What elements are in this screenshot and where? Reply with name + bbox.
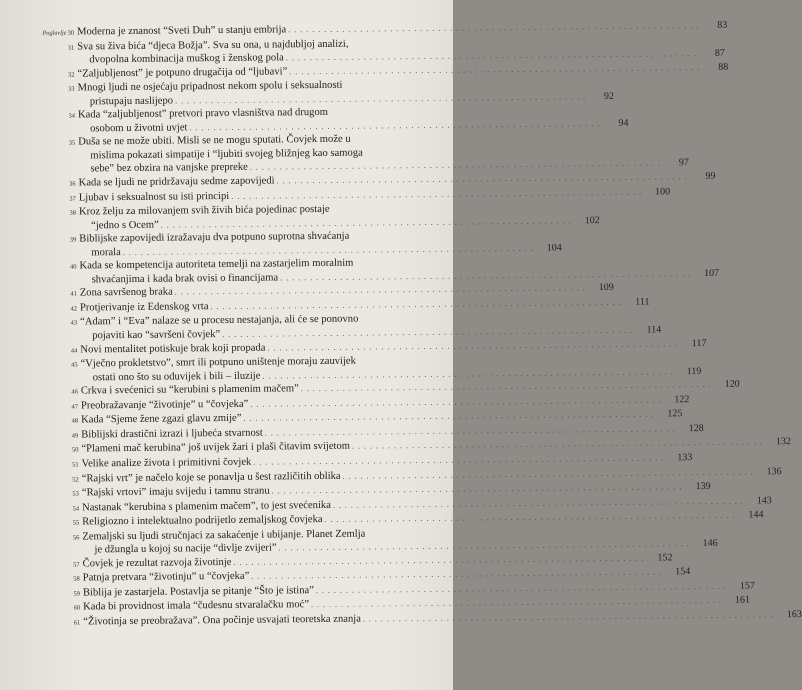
chapter-number: [31, 83, 78, 97]
chapter-number-value: 35: [68, 139, 76, 147]
leader-dots: . . . . . . . . . . . . . . . . . . . . . . . . . . . . . . . . . . . . . . . . . . . . . . . . . . . . . . . . . . . . . . . . . . . . .: [342, 466, 754, 481]
chapter-number-value: 34: [68, 112, 75, 120]
leader-dots: . . . . . . . . . . . . . . . . . . . . . . . . . . . . . . . . . . . . . . . . . . . . . . . . . . . . . . . . . . . . . . . . . . . . .: [276, 172, 688, 186]
chapter-number: [33, 344, 80, 358]
chapter-number-value: 47: [71, 403, 79, 411]
page-number: 97: [678, 157, 689, 169]
chapter-number: [35, 488, 82, 502]
chapter-title: [79, 253, 719, 287]
chapter-title-line: Biblijske zapovijedi izražavaju dva potpuno suprotna shvaćanja: [79, 230, 350, 245]
leader-dots: . . . . . . . . . . . . . . . . . . . . . . . . . . . . . . . . . . . . . . . . . . . . . . . . . . . . . . . . . . . . . . . . . . . . .: [160, 215, 572, 230]
page-number: 157: [739, 580, 755, 592]
chapter-title-text: ostati ono što su oduvijek i bili – iluzije: [92, 370, 261, 384]
chapter-title-text: je džungla u kojoj su nacije “divlje zvijeri”: [94, 542, 277, 556]
leader-dots: . . . . . . . . . . . . . . . . . . . . . . . . . . . . . . . . . . . . . . . . . . . . . . . . . . . . . . . . . . . . . . . . . . . . .: [174, 283, 586, 297]
leader-dots: . . . . . . . . . . . . . . . . . . . . . . . . . . . . . . . . . . . . . . . . . . . . . . . . . . . . . . . . . . . . . . . . . . . . .: [324, 510, 736, 525]
chapter-number-value: 46: [71, 388, 78, 396]
chapter-title-text: Čovjek je rezultat razvoja životinje: [82, 556, 232, 570]
chapter-number-value: 61: [73, 619, 81, 627]
chapter-number-value: 38: [69, 209, 76, 217]
chapter-number: [34, 444, 81, 458]
chapter-title-text: pojaviti kao “savršeni čovjek”: [92, 329, 221, 342]
chapter-title-line: “Vječno prokletstvo”, smrt ili potpuno uništenje moraju zauvijek: [80, 355, 356, 370]
page-number: 136: [766, 465, 782, 477]
chapter-number: [30, 41, 77, 55]
leader-dots: . . . . . . . . . . . . . . . . . . . . . . . . . . . . . . . . . . . . . . . . . . . . . . . . . . . . . . . . . . . . . . . . . . . . .: [250, 395, 662, 409]
page-number: 88: [718, 61, 729, 73]
leader-dots: . . . . . . . . . . . . . . . . . . . . . . . . . . . . . . . . . . . . . . . . . . . . . . . . . . . . . . . . . . . . . . . . . . . . .: [175, 91, 587, 106]
chapter-number: [33, 302, 80, 316]
chapter-number: [30, 68, 77, 82]
chapter-number: [31, 110, 78, 124]
chapter-title-text: Moderna je znanost “Sveti Duh” u stanju embrija: [77, 24, 287, 38]
page-number: 122: [674, 393, 690, 406]
chapter-number: [36, 558, 83, 572]
leader-dots: . . . . . . . . . . . . . . . . . . . . . . . . . . . . . . . . . . . . . . . . . . . . . . . . . . . . . . . . . . . . . . . . . . . . .: [189, 118, 601, 133]
chapter-number-value: 42: [70, 305, 78, 313]
chapter-number-value: 53: [72, 490, 79, 498]
chapter-title-text: Kada bi providnost imala “čudesnu stvaralačku moć”: [83, 599, 310, 613]
leader-dots: . . . . . . . . . . . . . . . . . . . . . . . . . . . . . . . . . . . . . . . . . . . . . . . . . . . . . . . . . . . . . . . . . . . . .: [300, 380, 712, 394]
leader-dots: . . . . . . . . . . . . . . . . . . . . . . . . . . . . . . . . . . . . . . . . . . . . . . . . . . . . . . . . . . . . . . . . . . . . .: [222, 325, 634, 340]
leader-dots: . . . . . . . . . . . . . . . . . . . . . . . . . . . . . . . . . . . . . . . . . . . . . . . . . . . . . . . . . . . . . . . . . . . . .: [280, 268, 692, 283]
chapter-title-text: Religiozno i intelektualno podrijetlo zemaljskog čovjeka: [82, 514, 323, 528]
chapter-title-text: “Plameni mač kerubina” još uvijek žari i plaši čitavim svijetom: [81, 441, 351, 455]
chapter-number: [36, 602, 83, 616]
page-number: 152: [657, 552, 673, 564]
chapter-number-value: 51: [72, 461, 79, 469]
chapter-title-text: dvopolna kombinacija muškog i ženskog pola: [89, 52, 284, 66]
page-number: 143: [756, 494, 772, 507]
page-number: 111: [635, 296, 650, 308]
chapter-title: [78, 129, 689, 176]
page-number: 128: [688, 422, 704, 434]
chapter-title-text: “Životinja se preobražava”. Ona počinje usvajati teoretska znanja: [83, 613, 361, 628]
chapter-number-value: 40: [69, 263, 77, 271]
chapter-number-value: 31: [67, 44, 75, 52]
leader-dots: . . . . . . . . . . . . . . . . . . . . . . . . . . . . . . . . . . . . . . . . . . . . . . . . . . . . . . . . . . . . . . . . . . . . .: [271, 482, 683, 496]
leader-dots: . . . . . . . . . . . . . . . . . . . . . . . . . . . . . . . . . . . . . . . . . . . . . . . . . . . . . . . . . . . . . . . . . . . . .: [289, 62, 701, 76]
chapter-title-text: Preobražavanje “životinje” u “čovjeka”: [80, 398, 249, 412]
page-number: 120: [724, 378, 740, 390]
chapter-number: [32, 178, 79, 192]
toc-entry: [31, 78, 615, 109]
page-number: 144: [748, 509, 764, 521]
chapter-number-value: 44: [70, 347, 78, 355]
leader-dots: . . . . . . . . . . . . . . . . . . . . . . . . . . . . . . . . . . . . . . . . . . . . . . . . . . . . . . . . . . . . . . . . . . . . .: [264, 424, 676, 438]
chapter-number: [33, 359, 80, 373]
chapter-number: [35, 517, 82, 531]
chapter-title-text: sebe” bez obzira na vanjske prepreke: [90, 162, 248, 175]
page-number: 139: [695, 480, 711, 493]
chapter-title-text: pristupaju naslijepo: [89, 95, 174, 108]
page-number: 104: [546, 242, 562, 254]
chapter-title-line: “Adam” i “Eva” nalaze se u procesu nestajanja, ali će se ponovno: [80, 314, 359, 328]
chapter-number-value: 59: [73, 590, 80, 598]
chapter-number-value: 36: [69, 180, 76, 188]
page-number: 114: [646, 324, 662, 336]
chapter-title-text: morala: [91, 246, 121, 259]
chapter-number-value: 33: [68, 85, 75, 93]
chapter-number-value: 60: [73, 604, 81, 612]
chapter-number: [35, 458, 82, 472]
toc-entry: [30, 36, 725, 67]
chapter-title-text: “Zaljubljenost” je potpuno drugačija od “ljubavi”: [77, 65, 288, 80]
chapter-number-value: 49: [71, 432, 79, 440]
chapter-title-line: Mnogi ljudi ne osjećaju pripadnost nekom spolu i seksualnosti: [77, 79, 343, 94]
chapter-title-text: Novi mentalitet potiskuje brak koji propada: [80, 342, 266, 356]
chapter-number: [36, 616, 83, 630]
chapter-number-value: 37: [69, 195, 76, 203]
chapter-title-line: mislima pokazati simpatije i “ljubiti svojeg bližnjeg kao samoga: [90, 147, 363, 162]
chapter-number: [33, 288, 80, 302]
page-number: 146: [702, 538, 718, 550]
leader-dots: . . . . . . . . . . . . . . . . . . . . . . . . . . . . . . . . . . . . . . . . . . . . . . . . . . . . . . . . . . . . . . . . . . . . .: [332, 496, 744, 510]
chapter-title-line: Kada se kompetencija autoriteta temelji na zastarjelim moralnim: [79, 257, 354, 272]
chapter-number-value: 32: [67, 71, 75, 79]
chapter-title-line: Zemaljski su ljudi stručnjaci za sakaćenje i ubijanje. Planet Zemlja: [82, 528, 366, 543]
leader-dots: . . . . . . . . . . . . . . . . . . . . . . . . . . . . . . . . . . . . . . . . . . . . . . . . . . . . . . . . . . . . . . . . . . . . .: [278, 539, 690, 553]
leader-dots: . . . . . . . . . . . . . . . . . . . . . . . . . . . . . . . . . . . . . . . . . . . . . . . . . . . . . . . . . . . . . . . . . . . . .: [243, 409, 655, 424]
chapter-number: [32, 207, 79, 221]
chapter-title-text: “Rajski vrt” je načelo koje se ponavlja u šest različitih oblika: [81, 470, 341, 484]
chapter-title-line: Duša se ne može ubiti. Misli se ne mogu sputati. Čovjek može u: [78, 134, 351, 148]
chapter-title-text: Patnja pretvara “životinju” u “čovjeka”: [82, 571, 250, 584]
leader-dots: . . . . . . . . . . . . . . . . . . . . . . . . . . . . . . . . . . . . . . . . . . . . . . . . . . . . . . . . . . . . . . . . . . . . .: [210, 297, 622, 312]
toc-entry: [33, 354, 702, 385]
chapter-title-text: “jedno s Ocem”: [91, 219, 159, 232]
chapter-number-value: 41: [70, 290, 77, 298]
leader-dots: . . . . . . . . . . . . . . . . . . . . . . . . . . . . . . . . . . . . . . . . . . . . . . . . . . . . . . . . . . . . . . . . . . . . .: [249, 158, 661, 173]
page-number: 107: [704, 267, 720, 279]
chapter-title-text: “Rajski vrtovi” imaju svijedu i tamnu stranu: [81, 485, 270, 499]
chapter-number: [34, 400, 81, 414]
toc-entry: [31, 105, 629, 136]
chapter-number-value: 50: [71, 446, 79, 454]
chapter-number: [36, 587, 83, 601]
chapter-number-value: 30: [67, 29, 75, 37]
page-number: 119: [686, 365, 702, 377]
chapter-number: [32, 234, 79, 248]
leader-dots: . . . . . . . . . . . . . . . . . . . . . . . . . . . . . . . . . . . . . . . . . . . . . . . . . . . . . . . . . . . . . . . . . . . . .: [233, 553, 645, 567]
page-number: 94: [618, 117, 629, 129]
chapter-number: [33, 317, 80, 331]
chapter-title-text: Kada “Sjeme žene zgazi glavu zmije”: [81, 413, 242, 426]
leader-dots: . . . . . . . . . . . . . . . . . . . . . . . . . . . . . . . . . . . . . . . . . . . . . . . . . . . . . . . . . . . . . . . . . . . . .: [285, 49, 697, 63]
chapter-number-value: 45: [71, 361, 78, 369]
chapter-number-value: 56: [72, 534, 80, 542]
leader-dots: . . . . . . . . . . . . . . . . . . . . . . . . . . . . . . . . . . . . . . . . . . . . . . . . . . . . . . . . . . . . . . . . . . . . .: [262, 366, 674, 381]
chapter-number-value: 54: [72, 505, 80, 513]
chapter-title-text: Crkva i svećenici su “kerubini s plamenim mačem”: [80, 383, 299, 397]
page-number: 133: [677, 452, 693, 464]
page-number: 92: [603, 90, 615, 102]
leader-dots: . . . . . . . . . . . . . . . . . . . . . . . . . . . . . . . . . . . . . . . . . . . . . . . . . . . . . . . . . . . . . . . . . . . . .: [267, 338, 679, 353]
chapter-title-text: Velike analize života i primitivni čovjek: [81, 456, 252, 470]
page-number: 109: [598, 282, 614, 294]
chapter-number-value: 43: [70, 320, 78, 328]
leader-dots: . . . . . . . . . . . . . . . . . . . . . . . . . . . . . . . . . . . . . . . . . . . . . . . . . . . . . . . . . . . . . . . . . . . . .: [362, 610, 774, 624]
chapter-title-text: Protjerivanje iz Edenskog vrta: [79, 301, 209, 314]
chapter-number: [35, 502, 82, 516]
page-number: 102: [584, 214, 600, 226]
chapter-number-value: 52: [72, 476, 79, 484]
chapter-number: [30, 27, 77, 41]
page-number: 161: [734, 594, 751, 607]
page-number: 117: [691, 337, 707, 349]
chapter-title-text: Kada se ljudi ne pridržavaju sedme zapovijedi: [78, 175, 275, 189]
toc-entry: [32, 256, 720, 287]
leader-dots: . . . . . . . . . . . . . . . . . . . . . . . . . . . . . . . . . . . . . . . . . . . . . . . . . . . . . . . . . . . . . . . . . . . . .: [231, 187, 643, 201]
leader-dots: . . . . . . . . . . . . . . . . . . . . . . . . . . . . . . . . . . . . . . . . . . . . . . . . . . . . . . . . . . . . . . . . . . . . .: [310, 596, 723, 610]
chapter-number: [35, 473, 82, 487]
page-number: 154: [675, 566, 691, 578]
chapter-number-value: 55: [72, 519, 80, 527]
chapter-number-value: 57: [73, 561, 80, 569]
page-number: 99: [705, 170, 716, 182]
chapter-number: [34, 429, 81, 443]
chapter-number: [34, 415, 81, 429]
toc-entry: [32, 229, 562, 260]
toc-entry: [33, 312, 662, 343]
chapter-number: [31, 137, 78, 151]
leader-dots: . . . . . . . . . . . . . . . . . . . . . . . . . . . . . . . . . . . . . . . . . . . . . . . . . . . . . . . . . . . . . . . . . . . . .: [288, 20, 700, 35]
chapter-number-value: 58: [73, 575, 80, 583]
chapter-title-text: Ljubav i seksualnost su isti principi: [78, 190, 230, 204]
leader-dots: . . . . . . . . . . . . . . . . . . . . . . . . . . . . . . . . . . . . . . . . . . . . . . . . . . . . . . . . . . . . . . . . . . . . .: [122, 243, 534, 257]
leader-dots: . . . . . . . . . . . . . . . . . . . . . . . . . . . . . . . . . . . . . . . . . . . . . . . . . . . . . . . . . . . . . . . . . . . . .: [253, 453, 665, 467]
chapter-title-text: Zona savršenog braka: [79, 286, 173, 299]
toc-entry: [35, 526, 718, 557]
page-number: 132: [775, 436, 792, 448]
chapter-number-value: 39: [69, 236, 77, 244]
chapter-title-text: Biblijski drastični izrazi i ljubeća stvarnost: [81, 427, 263, 441]
toc-entry: [32, 202, 600, 233]
chapter-number: [34, 386, 81, 400]
page-number: 163: [786, 608, 802, 621]
page-number: 87: [714, 47, 725, 59]
chapter-title-line: Kada “zaljubljenost” pretvori pravo vlasništva nad drugom: [77, 107, 329, 121]
leader-dots: . . . . . . . . . . . . . . . . . . . . . . . . . . . . . . . . . . . . . . . . . . . . . . . . . . . . . . . . . . . . . . . . . . . . .: [251, 567, 663, 582]
chapter-title-line: Sva su živa bića “djeca Božja”. Sva su ona, u najdubljoj analizi,: [77, 38, 349, 53]
chapter-title-text: Nastanak “kerubina s plamenim mačem”, to jest svećenika: [81, 499, 331, 514]
chapter-prefix: Poglavlje: [42, 29, 67, 37]
leader-dots: . . . . . . . . . . . . . . . . . . . . . . . . . . . . . . . . . . . . . . . . . . . . . . . . . . . . . . . . . . . . . . . . . . . . .: [351, 437, 764, 452]
chapter-number-value: 48: [71, 417, 79, 425]
chapter-number: [32, 192, 79, 206]
chapter-title-text: osobom u životni uvjet: [90, 122, 188, 135]
page-number: 100: [655, 185, 671, 198]
chapter-number: [35, 531, 82, 545]
chapter-number: [36, 573, 83, 587]
chapter-number: [32, 261, 79, 275]
leader-dots: . . . . . . . . . . . . . . . . . . . . . . . . . . . . . . . . . . . . . . . . . . . . . . . . . . . . . . . . . . . . . . . . . . . . .: [315, 581, 727, 595]
toc-entry: [31, 132, 689, 177]
chapter-title-text: Biblija je zastarjela. Postavlja se pitanje “Što je istina”: [82, 584, 314, 599]
page-number: 125: [667, 408, 683, 420]
table-of-contents: [30, 19, 802, 631]
chapter-title-text: shvaćanjima i kada brak ovisi o financijama: [91, 272, 279, 286]
page-number: 83: [717, 19, 728, 31]
chapter-title-line: Kroz želju za milovanjem svih živih bića pojedinac postaje: [78, 203, 330, 218]
